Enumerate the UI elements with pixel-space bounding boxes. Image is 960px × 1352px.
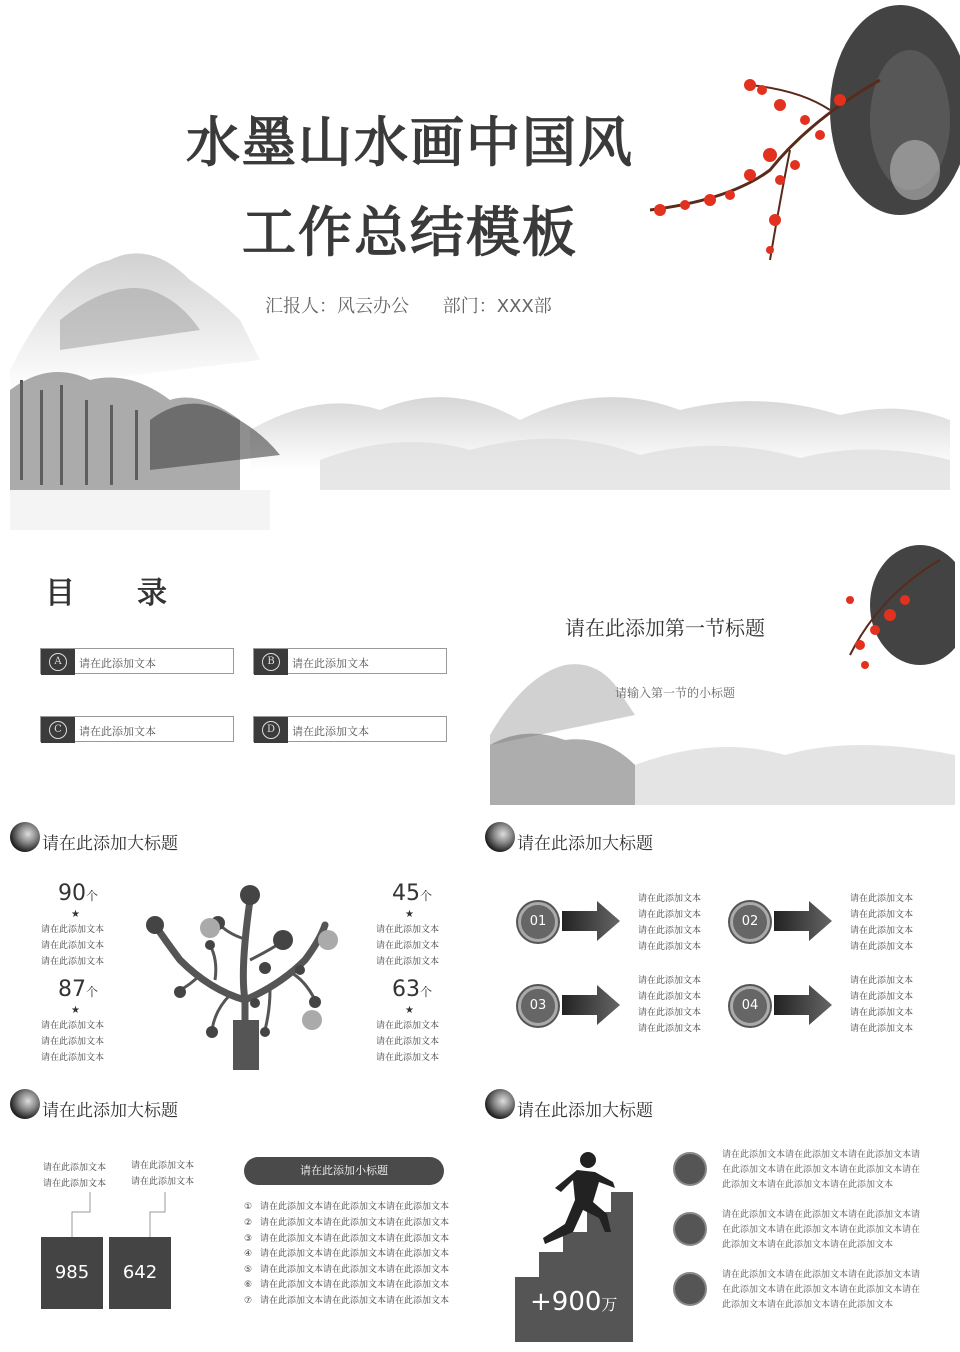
toc-item-b[interactable]: B 请在此添加文本: [253, 648, 447, 674]
list-item: ⑦ 请在此添加文本请在此添加文本请在此添加文本: [244, 1296, 450, 1306]
badge-b: B: [262, 653, 280, 671]
ink-bird-icon: [485, 1089, 515, 1119]
toc-item-a[interactable]: A 请在此添加文本: [40, 648, 234, 674]
connector-lines: [60, 1192, 180, 1242]
cover-slide: [0, 0, 960, 530]
arrow-right-icon: [562, 985, 622, 1025]
stat-87: 87个: [58, 977, 99, 1002]
ink-bird-icon: [10, 822, 40, 852]
subtitle-pill: 请在此添加小标题: [244, 1157, 444, 1185]
value-block-985: 985: [41, 1237, 103, 1309]
cover-title-line2: 工作总结模板: [242, 201, 578, 264]
list-item: ② 请在此添加文本请在此添加文本请在此添加文本: [244, 1218, 450, 1228]
section-title: 请在此添加第一节标题: [565, 616, 765, 640]
big-value: +900万: [530, 1287, 618, 1317]
ink-bird-icon: [10, 1089, 40, 1119]
cover-title-line1: 水墨山水画中国风: [186, 111, 634, 174]
badge-c: C: [49, 721, 67, 739]
slide-heading: 请在此添加大标题: [517, 1101, 653, 1121]
star-icon: ★: [71, 1005, 80, 1016]
star-icon: ★: [405, 909, 414, 920]
cover-subtitle: [265, 292, 580, 318]
toc-heading: 目录: [45, 576, 229, 611]
step-03: 03: [518, 986, 558, 1026]
slide-heading: 请在此添加大标题: [42, 834, 178, 854]
bottom-slides: 请在此添加大标题 请在此添加文本 请在此添加文本 请在此添加文本 请在此添加文本 985 642 请在此添加小标题 ① 请在此添加文本请在此添加文本请在此添加文本 ② 请在此添加文本请在此添加文本请在此添加文本 ③ 请在此添加文本请在此添加文本请在此添加文本 ④ 请在此添加文本请在此添加文本请在此添加文本 ⑤ 请在此添加文本请在此添加文本请在此添加文本 ⑥ 请在此添加文本请在此添加文本请在此添加文本 ⑦ 请在此添加文本请在此添加文本请在此添加文本 请在此添加大标题 +900万 请在此添加文本请在此添加文本请在此添加文本请 在此添加文本请在此添加文本请在此添加文本请在 此添加文本请在此添加文本请在此添加文本 请在此添加文本请在此添加文本请在此添加文本请 在此添加文本请在此添加文本请在此添加文本请在 此添加文本请在此添加文本请在此添加文本 请在此添加文本请在此添加文本请在此添加文本请 在此添加文本请在此添加文本请在此添加文本请在 此添加文本请在此添加文本请在此添加文本: [0, 1082, 960, 1352]
toc-item-c[interactable]: C 请在此添加文本: [40, 716, 234, 742]
document-icon: [673, 1152, 707, 1186]
list-item: ⑥ 请在此添加文本请在此添加文本请在此添加文本: [244, 1280, 450, 1290]
step-01: 01: [518, 902, 558, 942]
people-icon: [673, 1212, 707, 1246]
stat-90: 90个: [58, 881, 99, 906]
list-item: ⑤ 请在此添加文本请在此添加文本请在此添加文本: [244, 1265, 450, 1275]
arrow-right-icon: [562, 901, 622, 941]
department: 部门：XXX部: [442, 296, 552, 317]
list-item: ④ 请在此添加文本请在此添加文本请在此添加文本: [244, 1249, 450, 1259]
badge-a: A: [49, 653, 67, 671]
step-04: 04: [730, 986, 770, 1026]
arrow-right-icon: [774, 901, 834, 941]
ink-bird-icon: [485, 822, 515, 852]
slide-heading: 请在此添加大标题: [42, 1101, 178, 1121]
badge-d: D: [262, 721, 280, 739]
star-icon: ★: [405, 1005, 414, 1016]
slide-heading: 请在此添加大标题: [517, 834, 653, 854]
step-02: 02: [730, 902, 770, 942]
stat-63: 63个: [392, 977, 433, 1002]
star-icon: ★: [71, 909, 80, 920]
value-block-642: 642: [109, 1237, 171, 1309]
arrow-right-icon: [774, 985, 834, 1025]
laptop-icon: [673, 1272, 707, 1306]
reporter: 汇报人：风云办公: [265, 296, 409, 317]
tree-graphic: [140, 880, 350, 1070]
toc-slide: [0, 540, 960, 810]
section-subtitle: 请输入第一节的小标题: [615, 686, 736, 700]
section-ink-splash: [830, 545, 955, 685]
toc-item-d[interactable]: D 请在此添加文本: [253, 716, 447, 742]
tree-slide: 请在此添加大标题 90个 ★ 请在此添加文本 请在此添加文本 请在此添加文本 87个 ★ 请在此添加文本 请在此添加文本 请在此添加文本 45个 ★ 请在此添加文本 请在此添加文本 请在此添加文本 63个 ★ 请在此添加文本 请在此添加文本 请在此添加文本 请在此添加大标题 01 请在此添加文本 请在此添加文本 请在此添加文本 请在此添加文本 02 请在此添加文本 请在此添加文本 请在此添加文本 请在此添加文本 03 请在此添加文本 请在此添加文本 请在此添加文本 请在此添加文本 04 请在此添加文本 请在此添加文本 请在此添加文本 请在此添加文本: [0, 815, 960, 1080]
stat-45: 45个: [392, 881, 433, 906]
list-item: ③ 请在此添加文本请在此添加文本请在此添加文本: [244, 1234, 450, 1244]
list-item: ① 请在此添加文本请在此添加文本请在此添加文本: [244, 1202, 450, 1212]
